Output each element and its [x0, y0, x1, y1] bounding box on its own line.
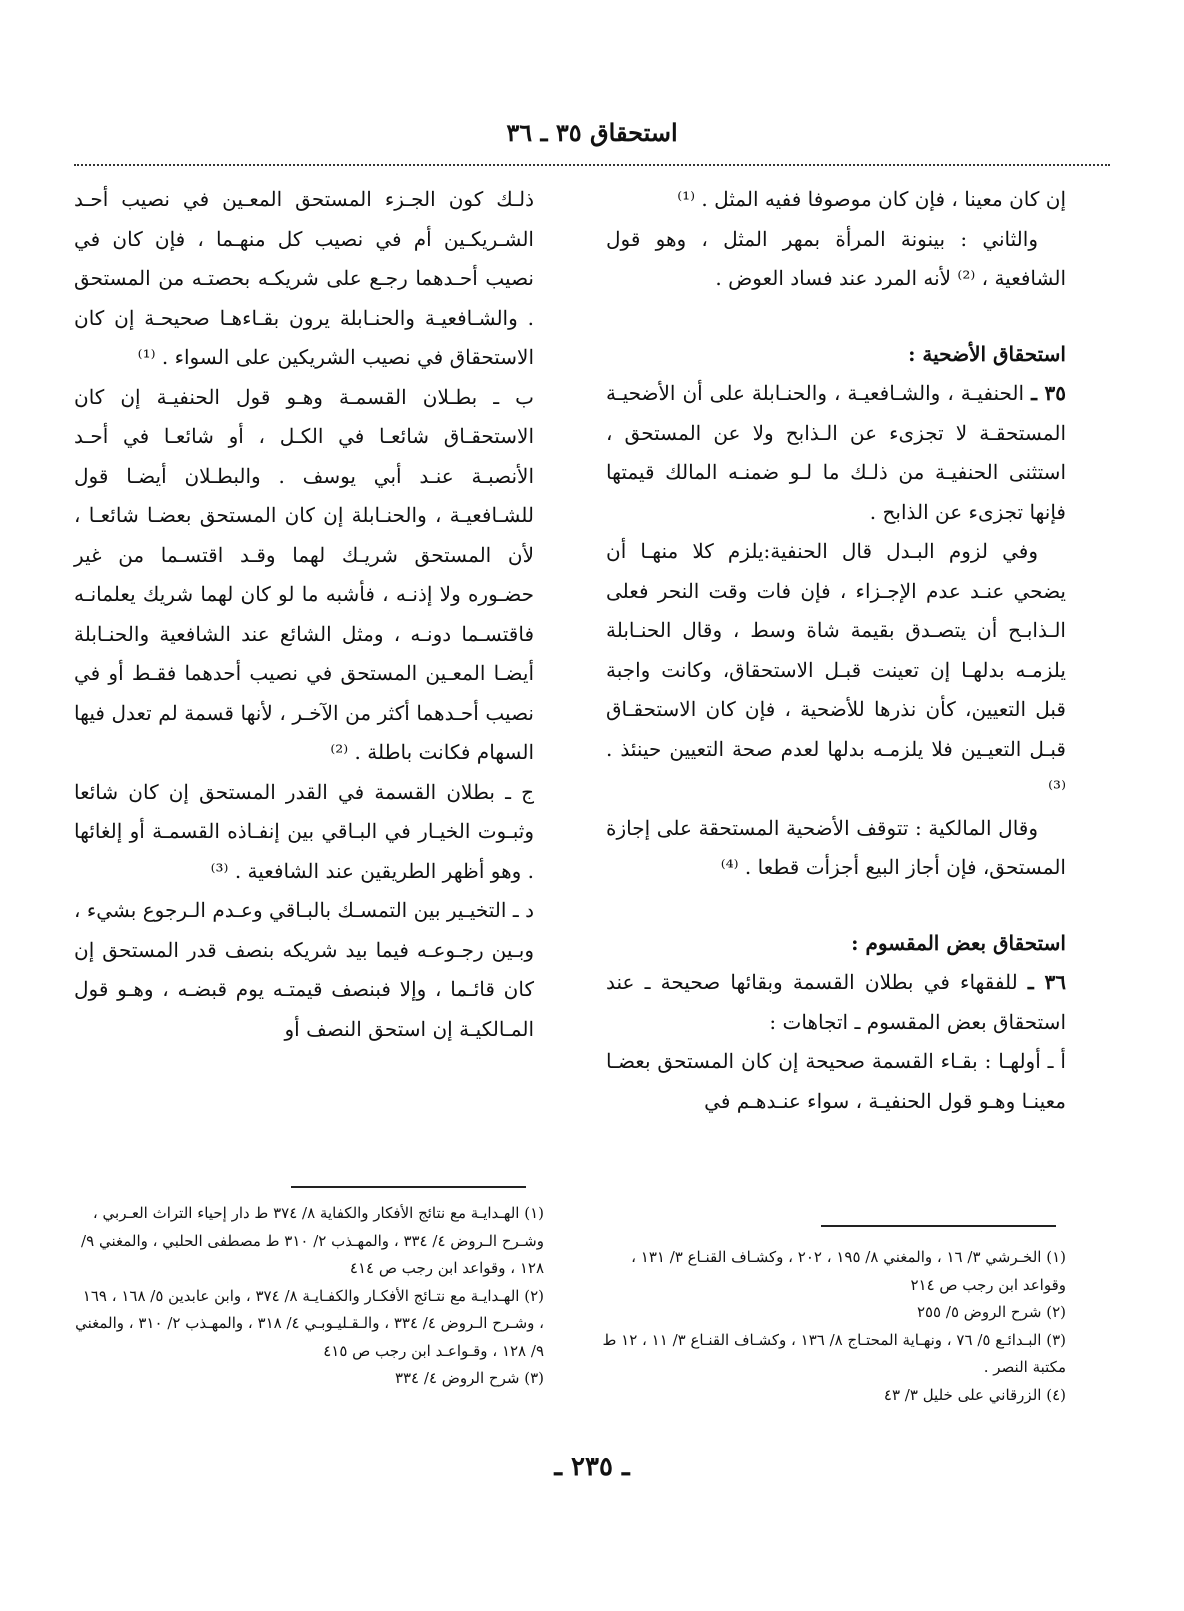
- paragraph: إن كان معينا ، فإن كان موصوفا ففيه المثل . ⁽¹⁾: [677, 187, 1066, 211]
- footnote: (٢) الهـدايـة مع نتـائج الأفكـار والكفـايـة ٨/ ٣٧٤ ، وابن عابدين ٥/ ١٦٨ ، ١٦٩ ، وشـرح الـروض ٤/ ٣٣٤ ، والـقـليـوبـي ٤/ ٣١٨ ، والمهـذب ٢/ ٣١٠ ، والمغني ٩/ ١٢٨ ، وقـواعـد ابن رجب ص ٤١٥: [75, 1286, 544, 1360]
- paragraph: أ ـ أولهـا : بقـاء القسمة صحيحة إن كان المستحق بعضـا معينـا وهـو قول الحنفيـة ، سواء عنـدهـم في: [606, 1049, 1066, 1113]
- paragraph-35: [606, 374, 1066, 532]
- section-number: ٣٥ ـ: [1031, 381, 1066, 405]
- footnote: (١) الخـرشي ٣/ ١٦ ، والمغني ٨/ ١٩٥ ، ٢٠٢ ، وكشـاف القنـاع ٣/ ١٣١ ، وقواعد ابن رجب ص ٢١٤: [631, 1248, 1066, 1294]
- footnote: (٤) الزرقاني على خليل ٣/ ٤٣: [883, 1385, 1066, 1404]
- section-number: ٣٦ ـ: [1027, 970, 1067, 994]
- paragraph: والثاني : بينونة المرأة بمهر المثل ، وهو قول الشافعية ، ⁽²⁾ لأنه المرد عند فساد العوض .: [606, 226, 1066, 290]
- paragraph: وفي لزوم البـدل قال الحنفية:يلزم كلا منهـا أن يضحي عنـد عدم الإجـزاء ، فإن فات وقت النحر فعلى الـذابـح أن يتصـدق بقيمة شاة وسط ، وقال الحنـابلة يلزمـه بدلهـا إن تعينت قبـل الاستحقاق، وكانت واجبة قبل التعيين، كأن نذرها للأضحية ، فإن كان الاستحقـاق قبـل التعيـين فلا يلزمـه بدلها لعدم صحة التعيين حينئذ . ⁽³⁾: [606, 539, 1066, 800]
- footnote: (٣) البـدائـع ٥/ ٧٦ ، ونهـاية المحتـاج ٨/ ١٣٦ ، وكشـاف القنـاع ٣/ ١١ ، ١٢ ط مكتبة النصر .: [602, 1330, 1066, 1376]
- footnote: (٢) شرح الروض ٥/ ٢٥٥: [916, 1303, 1066, 1321]
- section-heading: استحقاق بعض المقسوم :: [851, 930, 1066, 955]
- footnotes-left: [74, 1200, 544, 1393]
- paragraph: وقال المالكية : تتوقف الأضحية المستحقة على إجازة المستحق، فإن أجاز البيع أجزأت قطعا . ⁽⁴⁾: [606, 815, 1066, 879]
- paragraph-text: الحنفيـة ، والشـافعيـة ، والحنـابلة على أن الأضحيـة المستحقـة لا تجزىء عن الـذابح ولا عن المستحق ، استثنى الحنفيـة من ذلـك ما لـو ضمنـه المالك قيمتها فإنها تجزىء عن الذابح .: [606, 381, 1066, 524]
- footnote-separator: [291, 1186, 526, 1188]
- left-column: [74, 180, 534, 1049]
- footnotes-right: [596, 1244, 1066, 1409]
- paragraph: ذلـك كون الجـزء المستحق المعـين في نصيب أحـد الشـريكـين أم في نصيب كل منهـما ، فإن كان في نصيب أحـدهما رجـع على شريكـه بحصتـه من المستحق . والشـافعيـة والحنـابلة يرون بقـاءهـا صحيحـة إن كان الاستحقاق في نصيب الشريكين على السواء . ⁽¹⁾: [74, 187, 534, 369]
- footnote: (٣) شرح الروض ٤/ ٣٣٤: [394, 1369, 544, 1387]
- paragraph: ج ـ بطلان القسمة في القدر المستحق إن كان شائعا وثبـوت الخيـار في البـاقي بين إنفـاذه القسمـة أو إلغائها . وهو أظهر الطريقين عند الشافعية . ⁽³⁾: [74, 779, 534, 883]
- footnote: (١) الهـدايـة مع نتائج الأفكار والكفاية ٨/ ٣٧٤ ط دار إحياء التراث العـربي ، وشـرح الـروض ٤/ ٣٣٤ ، والمهـذب ٢/ ٣١٠ ط مصطفى الحلبي ، والمغني ٩/ ١٢٨ ، وقواعد ابن رجب ص ٤١٤: [81, 1204, 544, 1277]
- paragraph: د ـ التخيـير بين التمسـك بالبـاقي وعـدم الـرجوع بشيء ، وبـين رجـوعـه فيما بيد شريكه بنصف قدر المستحق إن كان قائـما ، وإلا فبنصف قيمتـه يوم قبضـه ، وهـو قول المـالكيـة إن استحق النصف أو: [74, 898, 534, 1041]
- paragraph: ب ـ بطـلان القسمـة وهـو قول الحنفيـة إن كان الاستحقـاق شائعـا في الكـل ، أو شائعـا في أحـد الأنصبـة عنـد أبي يوسف . والبطـلان أيضـا قول للشـافعيـة ، والحنـابلة إن كان المستحق بعضـا شائعـا ، لأن المستحق شريـك لهما وقـد اقتسـما من غير حضـوره ولا إذنـه ، فأشبه ما لو كان لهما شريك يعلمانـه فاقتسـما دونـه ، ومثل الشائع عند الشافعية والحنـابلة أيضـا المعـين المستحق في نصيب أحدهما فقـط أو في نصيب أحـدهما أكثر من الآخـر ، لأنها قسمة لم تعدل فيها السهام فكانت باطلة . ⁽²⁾: [74, 384, 534, 764]
- page-number: ـ ٢٣٥ ـ: [554, 1452, 630, 1482]
- right-column: [606, 180, 1066, 1121]
- paragraph-text: للفقهاء في بطلان القسمة وبقائها صحيحة ـ عند استحقاق بعض المقسوم ـ اتجاهات :: [606, 970, 1066, 1034]
- page-title: استحقاق ٣٥ ـ ٣٦: [506, 118, 678, 147]
- paragraph-36: [606, 963, 1066, 1042]
- footnote-separator: [821, 1225, 1056, 1227]
- header-divider: [74, 164, 1110, 166]
- section-heading: استحقاق الأضحية :: [908, 341, 1066, 366]
